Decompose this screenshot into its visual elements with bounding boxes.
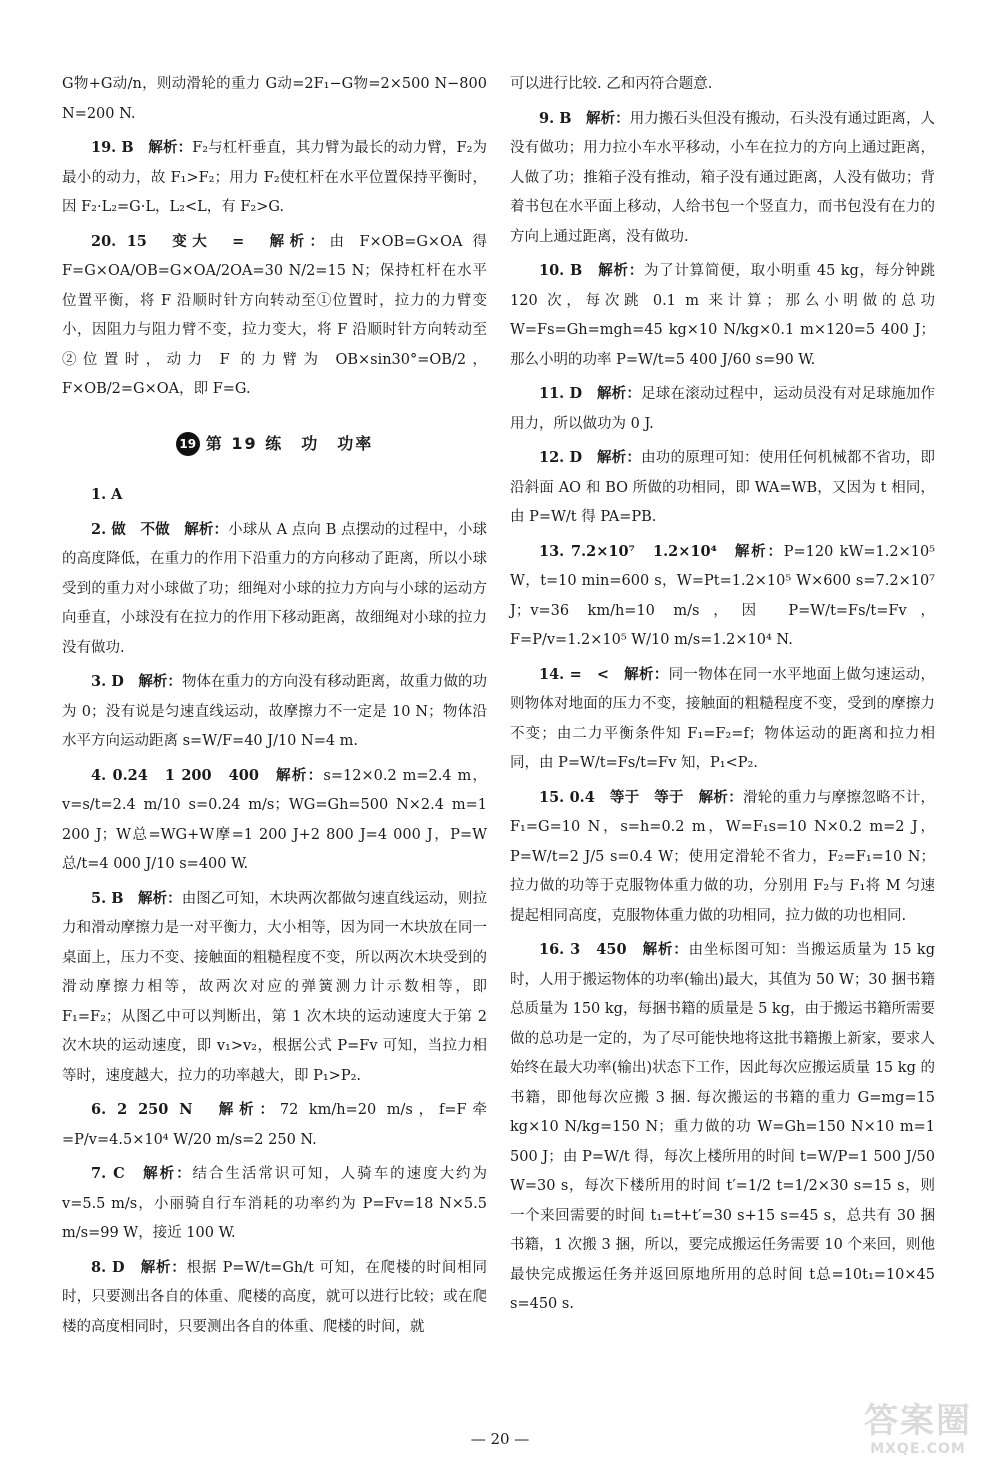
answer-label: 3. D 解析： [91,673,182,690]
answer-11 [510,379,935,439]
answer-text: 足球在滚动过程中，运动员没有对足球施加作用力，所以做功为 0 J. [510,386,935,432]
answer-16 [510,935,935,1320]
answer-text: 同一物体在同一水平地面上做匀速运动，则物体对地面的压力不变，接触面的粗糙程度不变，受到的摩擦力不变；由二力平衡条件知 F₁=F₂=f；物体运动的距离和拉力相同，由 P=W/t=Fs/t=Fv 知，P₁<P₂. [510,666,935,771]
answer-13 [510,537,935,656]
answer-label: 11. D 解析： [539,385,642,402]
answer-text: 72 km/h=20 m/s，f=F牵=P/v=4.5×10⁴ W/20 m/s=2 250 N. [62,1102,487,1148]
answer-label: 15. 0.4 等于 等于 解析： [539,788,743,806]
answer-9 [510,104,935,253]
answer-label: 6. 2 250 N 解析： [91,1101,280,1118]
page-number: — 20 — [470,1430,530,1448]
answer-text: s=12×0.2 m=2.4 m，v=s/t=2.4 m/10 s=0.24 m/s；WG=Gh=500 N×2.4 m=1 200 J；W总=WG+W摩=1 200 J+2 800 J=4 000 J，P=W总/t=4 000 J/10 s=400 W. [62,767,487,872]
answer-4 [62,761,487,880]
answer-label: 2. 做 不做 解析： [91,520,229,538]
paragraph-continuation: G物+G动/n，则动滑轮的重力 G动=2F₁−G物=2×500 N−800 N=200 N. [62,76,487,122]
watermark-url: MXQE.COM [870,1441,966,1457]
answer-label: 1. A [91,486,123,503]
answer-label: 7. C 解析： [91,1165,193,1182]
answer-text: P=120 kW=1.2×10⁵ W，t=10 min=600 s，W=Pt=1.2×10⁵ W×600 s=7.2×10⁷ J；v=36 km/h=10 m/s，因 P=W/t=Fs/t=Fv，F=P/v=1.2×10⁵ W/10 m/s=1.2×10⁴ N. [510,543,935,648]
answer-6 [62,1095,487,1155]
answer-label: 20. 15 变大 = 解析： [91,232,330,250]
answer-label: 5. B 解析： [91,889,182,907]
answer-text: 结合生活常识可知，人骑车的速度大约为 v=5.5 m/s，小丽骑自行车消耗的功率约为 P=Fv=18 N×5.5 m/s=99 W，接近 100 W. [62,1166,488,1241]
answer-3 [62,667,487,757]
paragraph-continuation: 可以进行比较. 乙和丙符合题意. [510,76,713,92]
right-column [510,70,935,1324]
answer-text: 滑轮的重力与摩擦忽略不计，F₁=G=10 N，s=h=0.2 m，W=F₁s=10 N×0.2 m=2 J，P=W/t=2 J/5 s=0.4 W；使用定滑轮不省力，F₂=F₁=10 N；拉力做的功等于克服物体重力做的功，分别用 F₂与 F₁将 M 匀速提起相同高度，克服物体重力做的功相同，拉力做的功也相同. [510,789,935,924]
answer-12 [510,443,935,533]
answer-text: F₂与杠杆垂直，其力臂为最长的动力臂，F₂为最小的动力，故 F₁>F₂；用力 F₂使杠杆在水平位置保持平衡时，因 F₂·L₂=G·L，L₂<L，有 F₂>G. [62,140,487,215]
answer-20 [62,227,487,405]
answer-text: 根据 P=W/t=Gh/t 可知，在爬楼的时间相同时，只要测出各自的体重、爬楼的高度，就可以进行比较；或在爬楼的高度相同时，只要测出各自的体重、爬楼的时间，就 [62,1259,487,1335]
answer-text: 为了计算简便，取小明重 45 kg，每分钟跳 120 次，每次跳 0.1 m 来计算；那么小明做的总功 W=Fs=Gh=mgh=45 kg×10 N/kg×0.1 m×120=5 400 J；那么小明的功率 P=W/t=5 400 J/60 s=90 W. [510,263,935,368]
answer-label: 19. B 解析： [91,139,193,156]
answer-10 [510,256,935,375]
answer-label: 8. D 解析： [91,1258,187,1276]
answer-text: 由坐标图可知：当搬运质量为 15 kg 时，人用于搬运物体的功率(输出)最大，其值为 50 W；30 捆书籍总质量为 150 kg，每捆书籍的质量是 5 kg，由于搬运书籍所需要做的总功是一定的，为了尽可能快地将这批书籍搬上新家，要求人始终在最大功率(输出)状态下工作，因此每次应搬运质量 15 kg 的书籍，即他每次应搬 3 捆. 每次搬运的书籍的重力 G=mg=15 kg×10 N/kg=150 N；重力做的功 W=Gh=150 N×10 m=1 500 J；由 P=W/t 得，每次上楼所用的时间 t=W/P=1 500 J/50 W=30 s，每次下楼所用的时间 t′=1/2 t=1/2×30 s=15 s，则一个来回需要的时间 t₁=t+t′=30 s+15 s=45 s，总共有 30 捆书籍，1 次搬 3 捆，所以，要完成搬运任务需要 10 个来回，则他最快完成搬运任务并返回原地所用的总时间 t总=10t₁=10×45 s=450 s. [510,942,935,1312]
watermark-title: 答案圈 [864,1401,972,1441]
answer-2 [62,515,487,664]
answer-label: 14. = < 解析： [539,665,669,683]
answer-label: 13. 7.2×10⁷ 1.2×10⁴ 解析： [539,542,784,560]
answer-label: 10. B 解析： [539,262,644,279]
answer-label: 4. 0.24 1 200 400 解析： [91,766,324,784]
answer-text: 用力搬石头但没有搬动，石头没有通过距离，人没有做功；用力拉小车水平移动，小车在拉力的方向上通过距离，人做了功；推箱子没有推动，箱子没有通过距离，人没有做功；背着书包在水平面上移动，人给书包一个竖直力，而书包没有在力的方向上通过距离，没有做功. [510,110,935,245]
answer-5 [62,884,487,1092]
answer-text: 由图乙可知，木块两次都做匀速直线运动，则拉力和滑动摩擦力是一对平衡力，大小相等，因为同一木块放在同一桌面上，压力不变、接触面的粗糙程度不变，所以两次木块受到的滑动摩擦力相等，故两次对应的弹簧测力计示数相等，即 F₁=F₂；从图乙中可以判断出，第 1 次木块的运动速度大于第 2 次木块的运动速度，即 v₁>v₂，根据公式 P=Fv 可知，当拉力相等时，速度越大，拉力的功率越大，即 P₁>P₂. [62,890,487,1084]
answer-label: 16. 3 450 解析： [539,941,689,958]
answer-1 [62,480,487,511]
answer-19 [62,133,487,223]
left-column [62,70,487,1346]
answer-15 [510,783,935,932]
watermark-logo [848,1402,988,1462]
answer-14 [510,660,935,779]
section-badge-icon: 19 [176,432,200,456]
section-title-text: 第 19 练 功 功率 [205,433,374,453]
answer-text: 由 F×OB=G×OA 得 F=G×OA/OB=G×OA/2OA=30 N/2=15 N；保持杠杆在水平位置平衡，将 F 沿顺时针方向转动至①位置时，拉力的力臂变小，因阻力与阻力臂不变，拉力变大，将 F 沿顺时针方向转动至②位置时，动力 F 的力臂为 OB×sin30°=OB/2，F×OB/2=G×OA，即 F=G. [62,233,487,397]
answer-label: 9. B 解析： [539,109,630,127]
section-title [62,429,487,459]
answer-7 [62,1159,487,1249]
answer-text: 小球从 A 点向 B 点摆动的过程中，小球的高度降低，在重力的作用下沿重力的方向移动了距离，所以小球受到的重力对小球做了功；细绳对小球的拉力方向与小球的运动方向垂直，小球没有在拉力的作用下移动距离，故细绳对小球的拉力没有做功. [62,521,488,656]
answer-8 [62,1253,487,1343]
answer-text: 物体在重力的方向没有移动距离，故重力做的功为 0；没有说是匀速直线运动，故摩擦力不一定是 10 N；物体沿水平方向运动距离 s=W/F=40 J/10 N=4 m. [62,674,488,749]
answer-label: 12. D 解析： [539,449,642,466]
answer-text: 由功的原理可知：使用任何机械都不省功，即沿斜面 AO 和 BO 所做的功相同，即 WA=WB，又因为 t 相同，由 P=W/t 得 PA=PB. [510,450,935,525]
